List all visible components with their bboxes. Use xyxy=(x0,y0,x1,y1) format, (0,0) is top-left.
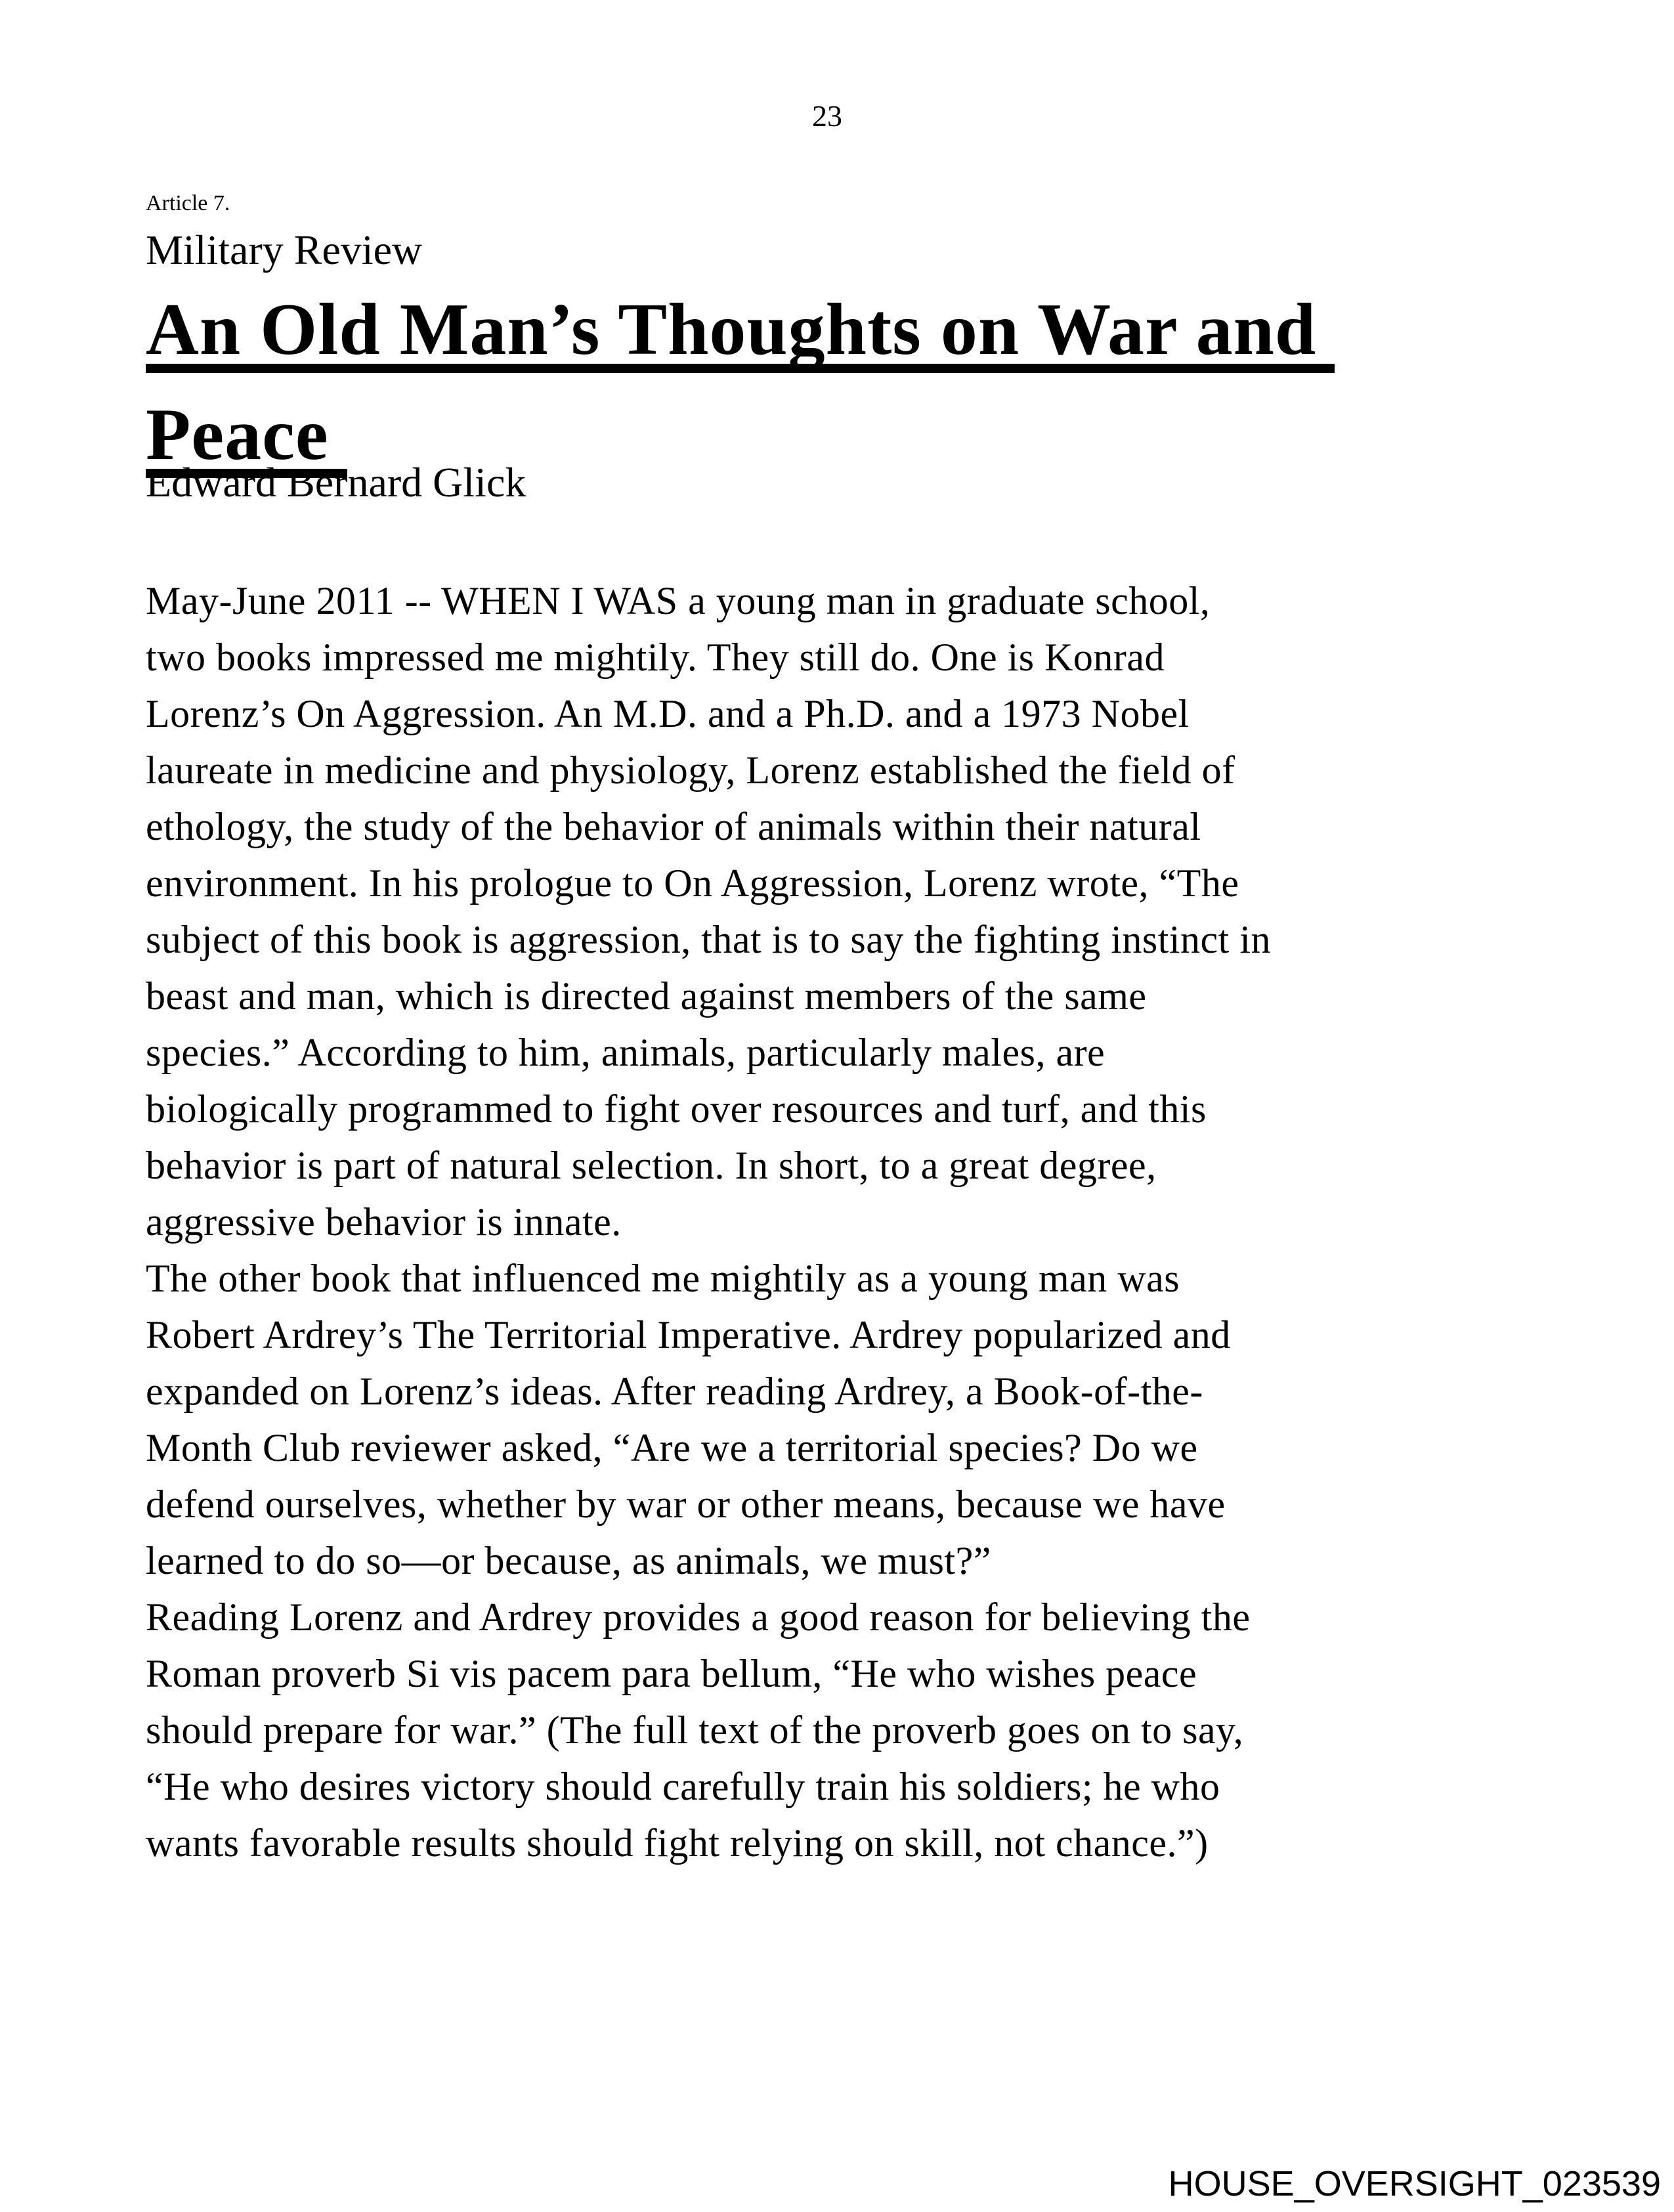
body-line: defend ourselves, whether by war or other means, because we have xyxy=(146,1483,1226,1526)
body-line: aggressive behavior is innate. xyxy=(146,1200,622,1244)
body-line: species.” According to him, animals, particularly males, are xyxy=(146,1031,1105,1074)
body-line: The other book that influenced me mightily as a young man was xyxy=(146,1257,1180,1300)
body-line: subject of this book is aggression, that is to say the fighting instinct in xyxy=(146,918,1272,961)
article-title-text-2: Peace xyxy=(146,401,347,478)
body-line: May-June 2011 -- WHEN I WAS a young man in graduate school, xyxy=(146,579,1211,622)
body-line: Lorenz’s On Aggression. An M.D. and a Ph.D. and a 1973 Nobel xyxy=(146,692,1190,735)
article-label: Article 7. xyxy=(146,191,230,215)
body-line: biologically programmed to fight over resources and turf, and this xyxy=(146,1087,1207,1131)
article-body xyxy=(146,573,1271,1871)
body-line: expanded on Lorenz’s ideas. After reading Ardrey, a Book-of-the- xyxy=(146,1370,1203,1413)
body-line: Reading Lorenz and Ardrey provides a good reason for believing the xyxy=(146,1595,1251,1639)
body-line: environment. In his prologue to On Aggression, Lorenz wrote, “The xyxy=(146,861,1239,905)
bates-stamp: HOUSE_OVERSIGHT_023539 xyxy=(1168,2164,1661,2204)
body-line: Month Club reviewer asked, “Are we a territorial species? Do we xyxy=(146,1426,1198,1469)
body-line: “He who desires victory should carefully train his soldiers; he who xyxy=(146,1765,1220,1808)
article-title-text-1: An Old Man’s Thoughts on War and xyxy=(146,295,1335,373)
body-line: Robert Ardrey’s The Territorial Imperative. Ardrey popularized and xyxy=(146,1313,1231,1356)
body-line: wants favorable results should fight relying on skill, not chance.”) xyxy=(146,1821,1209,1865)
publication-name: Military Review xyxy=(146,227,423,273)
body-line: behavior is part of natural selection. In short, to a great degree, xyxy=(146,1144,1157,1187)
body-line: should prepare for war.” (The full text of the proverb goes on to say, xyxy=(146,1708,1244,1752)
article-title-line-1 xyxy=(146,288,1335,373)
author-name: Edward Bernard Glick xyxy=(146,459,526,506)
body-line: Roman proverb Si vis pacem para bellum, “He who wishes peace xyxy=(146,1652,1197,1695)
page-number: 23 xyxy=(812,99,842,133)
body-line: learned to do so—or because, as animals, we must?” xyxy=(146,1539,991,1582)
body-line: two books impressed me mightily. They still do. One is Konrad xyxy=(146,636,1165,679)
body-line: beast and man, which is directed against members of the same xyxy=(146,974,1147,1018)
article-title xyxy=(146,288,1335,478)
body-line: laureate in medicine and physiology, Lorenz established the field of xyxy=(146,748,1235,792)
body-line: ethology, the study of the behavior of animals within their natural xyxy=(146,805,1201,848)
